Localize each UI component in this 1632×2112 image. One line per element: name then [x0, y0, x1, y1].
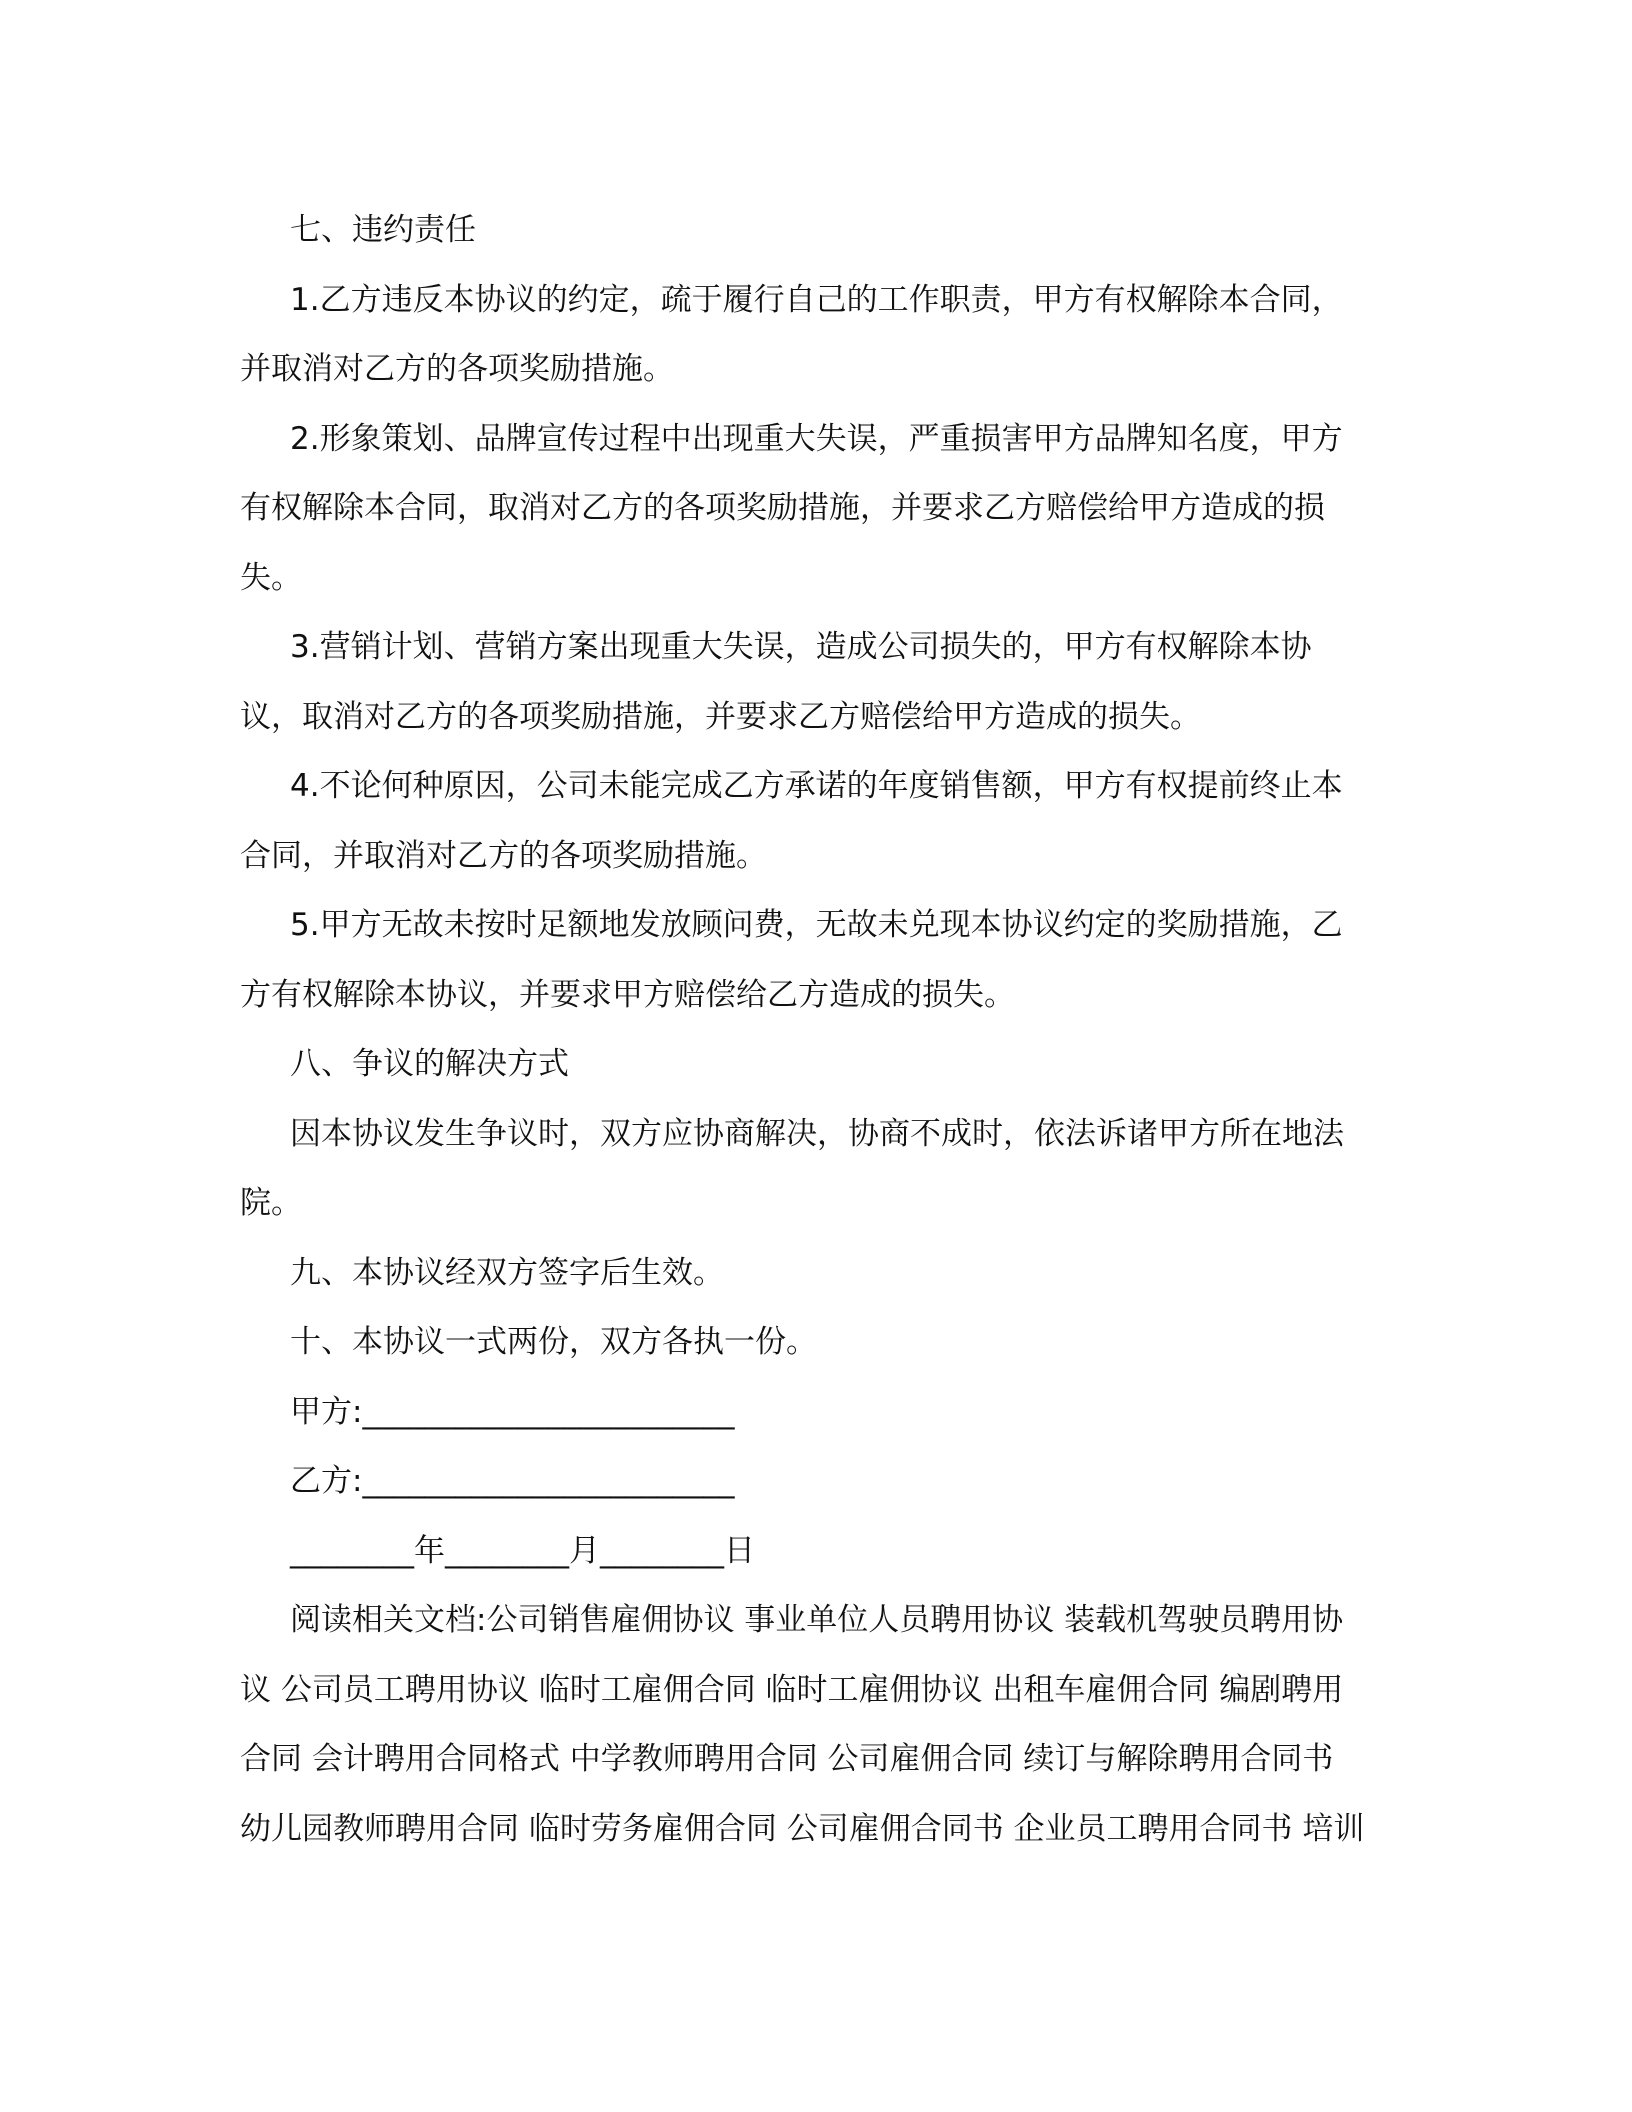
- paragraph-line: 方有权解除本协议，并要求甲方赔偿给乙方造成的损失。: [240, 976, 1015, 1013]
- related-docs-line: 幼儿园教师聘用合同 临时劳务雇佣合同 公司雇佣合同书 企业员工聘用合同书 培训: [240, 1810, 1365, 1847]
- paragraph-line: 5.甲方无故未按时足额地发放顾问费，无故未兑现本协议约定的奖励措施，乙: [290, 907, 1343, 943]
- section-heading-9: 九、本协议经双方签字后生效。: [290, 1254, 724, 1291]
- paragraph-line: 议，取消对乙方的各项奖励措施，并要求乙方赔偿给甲方造成的损失。: [240, 698, 1201, 735]
- paragraph-line: 3.营销计划、营销方案出现重大失误，造成公司损失的，甲方有权解除本协: [290, 629, 1312, 665]
- paragraph-line: 并取消对乙方的各项奖励措施。: [240, 351, 674, 387]
- paragraph-line: 因本协议发生争议时，双方应协商解决，协商不成时，依法诉诸甲方所在地法: [290, 1115, 1344, 1152]
- party-a-signature-line: 甲方:________________________: [290, 1393, 735, 1430]
- paragraph-line: 合同，并取消对乙方的各项奖励措施。: [240, 837, 767, 874]
- related-docs-line: 议 公司员工聘用协议 临时工雇佣合同 临时工雇佣协议 出租车雇佣合同 编剧聘用: [240, 1671, 1344, 1708]
- paragraph-line: 失。: [240, 559, 302, 596]
- paragraph-line: 4.不论何种原因，公司未能完成乙方承诺的年度销售额，甲方有权提前终止本: [290, 768, 1343, 804]
- paragraph-line: 有权解除本合同，取消对乙方的各项奖励措施，并要求乙方赔偿给甲方造成的损: [240, 490, 1325, 526]
- related-docs-line: 合同 会计聘用合同格式 中学教师聘用合同 公司雇佣合同 续订与解除聘用合同书: [240, 1741, 1334, 1777]
- paragraph-line: 2.形象策划、品牌宣传过程中出现重大失误，严重损害甲方品牌知名度，甲方: [290, 420, 1343, 457]
- section-heading-7: 七、违约责任: [290, 212, 476, 248]
- paragraph-line: 1.乙方违反本协议的约定，疏于履行自己的工作职责，甲方有权解除本合同，: [290, 281, 1343, 318]
- party-b-signature-line: 乙方:________________________: [290, 1463, 735, 1499]
- section-heading-10: 十、本协议一式两份，双方各执一份。: [290, 1324, 817, 1360]
- related-docs-line: 阅读相关文档:公司销售雇佣协议 事业单位人员聘用协议 装载机驾驶员聘用协: [290, 1602, 1344, 1638]
- document-body: [240, 196, 1380, 1864]
- paragraph-line: 院。: [240, 1185, 302, 1221]
- date-line: ________年________月________日: [290, 1532, 755, 1569]
- section-heading-8: 八、争议的解决方式: [290, 1046, 569, 1082]
